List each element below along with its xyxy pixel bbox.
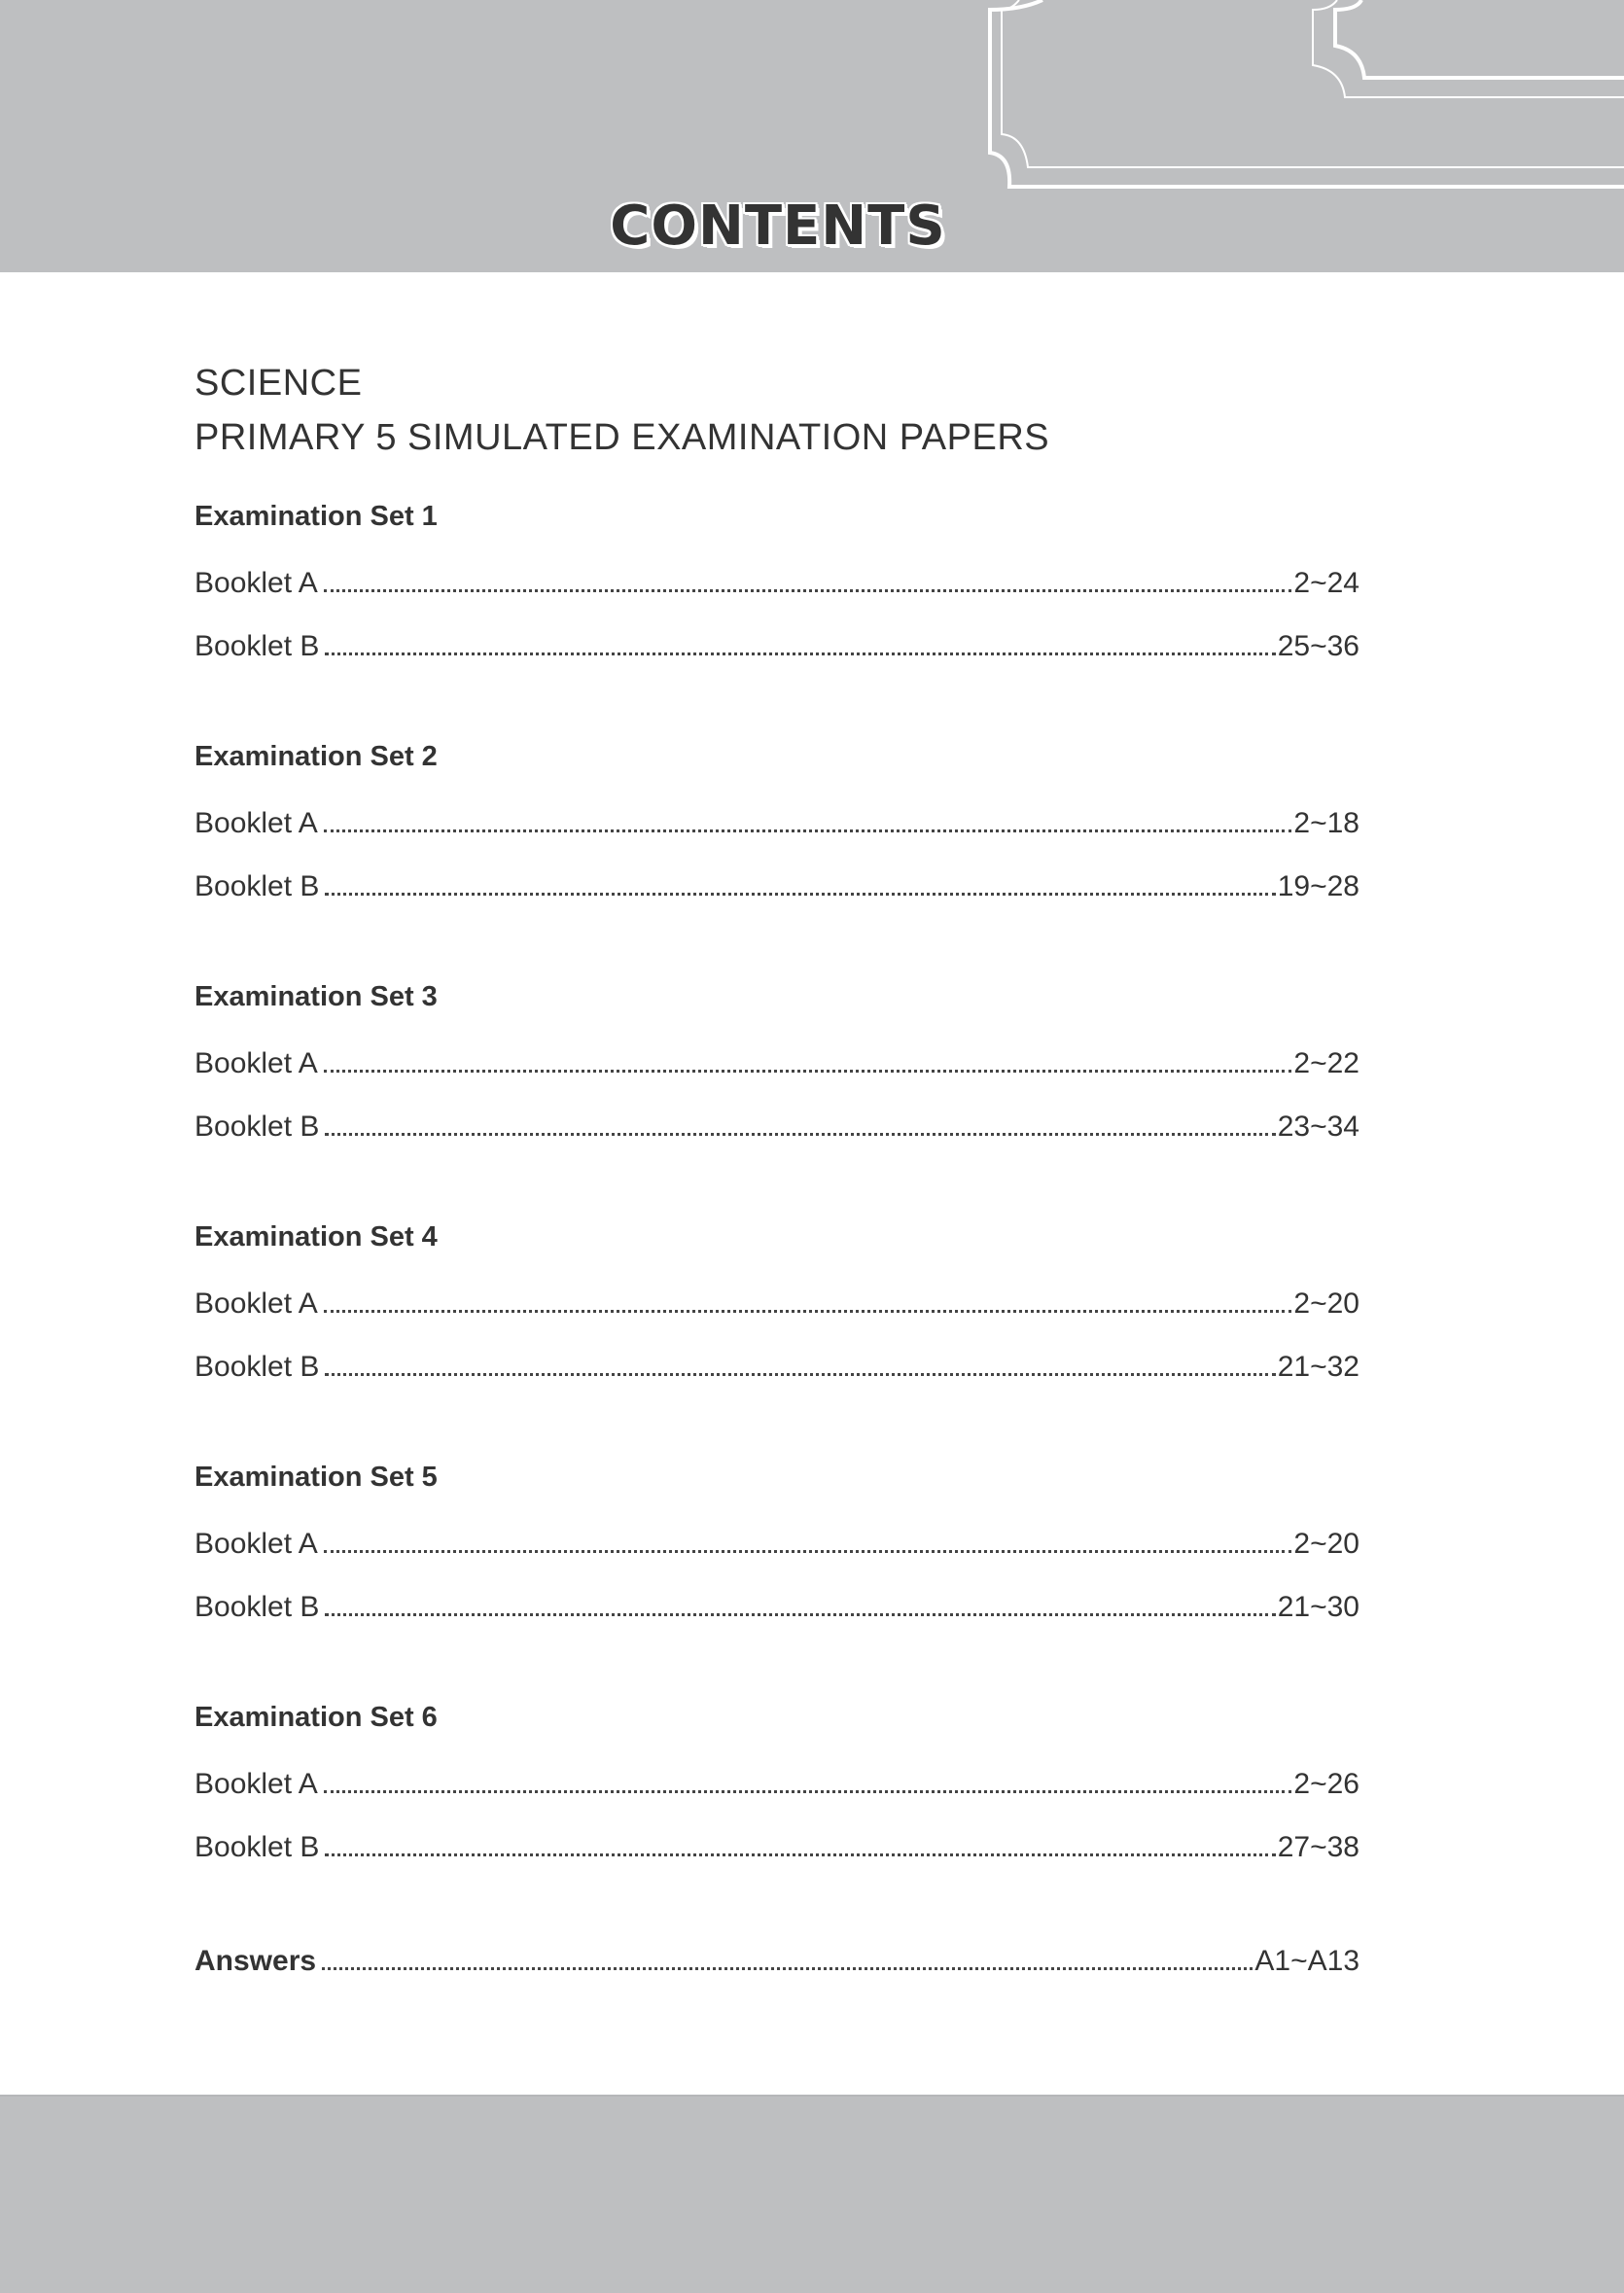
toc-row[interactable] xyxy=(194,1588,1359,1624)
toc-label: Booklet B xyxy=(194,1591,320,1623)
page-range: 2~26 xyxy=(1293,1768,1359,1800)
toc-row[interactable] xyxy=(194,1044,1359,1080)
set-heading: Examination Set 1 xyxy=(194,501,438,532)
set-heading: Examination Set 4 xyxy=(194,1221,438,1252)
toc-row[interactable] xyxy=(194,1828,1359,1864)
dot-leader xyxy=(325,1108,1275,1136)
dot-leader xyxy=(324,1525,1292,1553)
page-range: 2~18 xyxy=(1293,807,1359,839)
page-range: 27~38 xyxy=(1277,1831,1359,1863)
toc-label: Booklet B xyxy=(194,1111,320,1143)
page-range: 21~30 xyxy=(1277,1591,1359,1623)
toc-label: Booklet A xyxy=(194,567,318,599)
toc-label: Booklet B xyxy=(194,1831,320,1863)
dot-leader xyxy=(325,1828,1275,1856)
toc-row[interactable] xyxy=(194,867,1359,903)
page-range: 25~36 xyxy=(1277,630,1359,662)
page-range: A1~A13 xyxy=(1254,1945,1359,1977)
dot-leader xyxy=(322,1942,1253,1970)
dot-leader xyxy=(325,1348,1275,1376)
page-range: 23~34 xyxy=(1277,1111,1359,1143)
subject-heading: SCIENCE xyxy=(194,363,363,404)
page-range: 2~20 xyxy=(1293,1288,1359,1320)
dot-leader xyxy=(325,867,1275,896)
toc-label: Booklet B xyxy=(194,870,320,902)
page-range: 2~22 xyxy=(1293,1047,1359,1079)
set-heading: Examination Set 5 xyxy=(194,1462,438,1493)
footer-band xyxy=(0,2095,1624,2293)
set-heading: Examination Set 6 xyxy=(194,1702,438,1733)
toc-label: Booklet A xyxy=(194,1768,318,1800)
toc-label: Booklet B xyxy=(194,630,320,662)
dot-leader xyxy=(324,1285,1292,1313)
set-heading: Examination Set 3 xyxy=(194,981,438,1012)
toc-label: Booklet A xyxy=(194,807,318,839)
dot-leader xyxy=(324,1765,1292,1793)
toc-row[interactable] xyxy=(194,1525,1359,1561)
toc-row[interactable] xyxy=(194,1348,1359,1384)
dot-leader xyxy=(325,627,1275,655)
dot-leader xyxy=(325,1588,1275,1616)
set-heading: Examination Set 2 xyxy=(194,741,438,772)
page-range: 21~32 xyxy=(1277,1351,1359,1383)
contents-title: CONTENTS xyxy=(610,194,946,258)
toc-row[interactable] xyxy=(194,564,1359,600)
page-range: 19~28 xyxy=(1277,870,1359,902)
toc-label: Booklet A xyxy=(194,1047,318,1079)
toc-label: Answers xyxy=(194,1945,317,1977)
dot-leader xyxy=(324,1044,1292,1073)
toc-label: Booklet B xyxy=(194,1351,320,1383)
page-range: 2~20 xyxy=(1293,1528,1359,1560)
header-banner xyxy=(0,0,1624,272)
toc-row[interactable] xyxy=(194,627,1359,663)
toc-row[interactable] xyxy=(194,1285,1359,1321)
book-subtitle: PRIMARY 5 SIMULATED EXAMINATION PAPERS xyxy=(194,417,1050,458)
toc-row[interactable] xyxy=(194,1108,1359,1144)
toc-label: Booklet A xyxy=(194,1528,318,1560)
toc-row[interactable] xyxy=(194,804,1359,840)
page-range: 2~24 xyxy=(1293,567,1359,599)
toc-label: Booklet A xyxy=(194,1288,318,1320)
dot-leader xyxy=(324,564,1292,592)
toc-row-answers[interactable] xyxy=(194,1942,1359,1978)
dot-leader xyxy=(324,804,1292,832)
toc-row[interactable] xyxy=(194,1765,1359,1801)
